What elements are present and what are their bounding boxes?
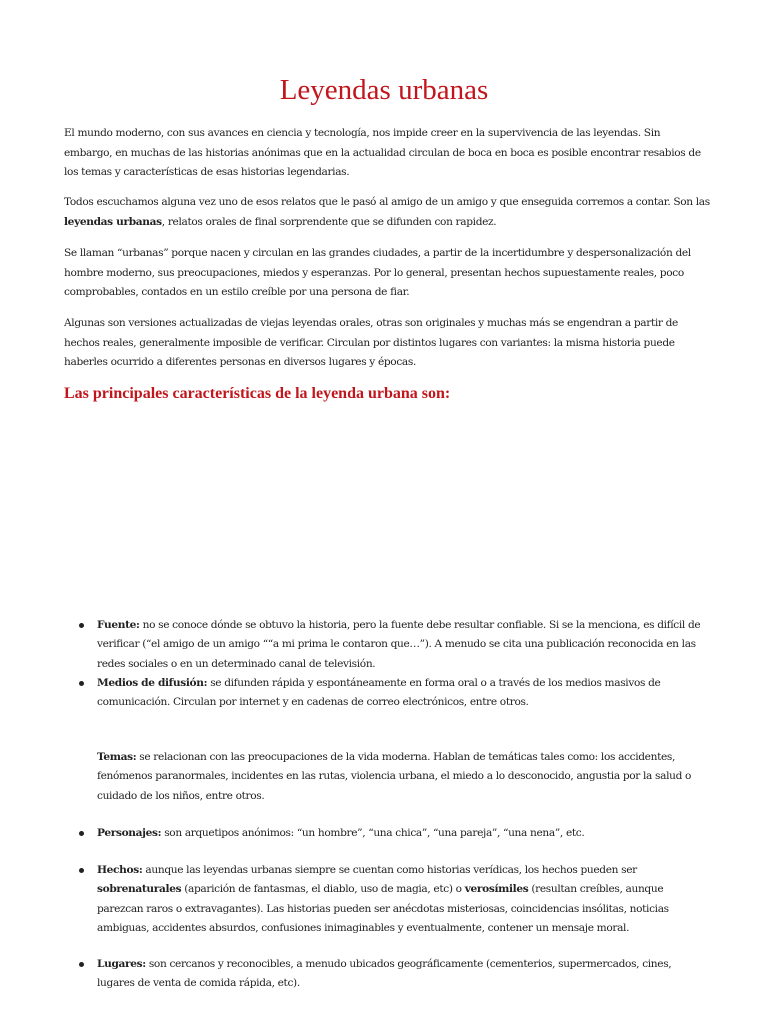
temas-label: Temas:	[97, 751, 137, 763]
list-item-hechos	[97, 861, 707, 939]
hechos-text-2: (aparición de fantasmas, el diablo, uso de magia, etc) o	[181, 883, 465, 896]
hechos-bold-sobrenaturales: sobrenaturales	[97, 883, 182, 896]
bullet-dot-icon	[79, 868, 84, 873]
page-title: Leyendas urbanas	[279, 74, 489, 106]
hechos-text-3: (resultan creíbles, aunque parezcan raros o extravagantes). Las historias pueden ser anécdotas misteriosas, coincidencias insólitas, noticias ambiguas, accidentes absurdos, confusiones inimaginables y eventualmente, contener un mensaje moral.	[97, 883, 669, 935]
list-item-temas	[97, 748, 707, 806]
hechos-bold-verosimiles: verosímiles	[464, 883, 529, 896]
bullet-dot-icon	[79, 831, 84, 836]
blank-image-area	[64, 418, 704, 603]
temas-text: se relacionan con las preocupaciones de la vida moderna. Hablan de temáticas tales como: los accidentes, fenómenos paranormales, incidentes en las rutas, violencia urbana, el miedo a lo desconocido, angustia por la salud o cuidado de los niños, entre otros.	[97, 751, 692, 802]
list-item-medios	[97, 674, 707, 713]
origin-paragraph: Se llaman “urbanas” porque nacen y circulan en las grandes ciudades, a partir de la incertidumbre y despersonalización del hombre moderno, sus preocupaciones, miedos y esperanzas. Por lo general, presentan hechos supuestamente reales, poco comprobables, contados en un estilo creíble por una persona de fiar.	[64, 247, 691, 299]
section-subtitle: Las principales características de la leyenda urbana son:	[64, 385, 451, 402]
definition-text-end: , relatos orales de final sorprendente que se difunden con rapidez.	[161, 215, 497, 228]
definition-bold-term: leyendas urbanas	[64, 215, 162, 228]
bullet-dot-icon	[79, 962, 84, 967]
list-item-lugares	[97, 955, 707, 994]
bullet-dot-icon	[79, 681, 84, 686]
definition-paragraph	[64, 193, 710, 232]
intro-paragraph: El mundo moderno, con sus avances en ciencia y tecnología, nos impide creer en la supervivencia de las leyendas. Sin embargo, en muchas de las historias anónimas que en la actualidad circulan de boca en boca es posible encontrar resabios de los temas y características de esas historias legendarias.	[64, 127, 701, 179]
hechos-text-1: aunque las leyendas urbanas siempre se cuentan como historias verídicas, los hechos pueden ser	[142, 864, 637, 876]
bullet-dot-icon	[79, 623, 84, 628]
hechos-label: Hechos:	[97, 864, 143, 876]
lugares-text: son cercanos y reconocibles, a menudo ubicados geográficamente (cementerios, supermercados, cines, lugares de venta de comida rápida, etc).	[97, 958, 672, 990]
list-item-fuente	[97, 616, 707, 674]
personajes-text: son arquetipos anónimos: “un hombre”, “una chica”, “una pareja”, “una nena”, etc.	[161, 827, 585, 839]
personajes-label: Personajes:	[97, 827, 162, 839]
fuente-text: no se conoce dónde se obtuvo la historia, pero la fuente debe resultar confiable. Si se la menciona, es difícil de verificar (“el amigo de un amigo ““a mi prima le contaron que…”). A menudo se cita una publicación reconocida en las redes sociales o en un determinado canal de televisión.	[97, 619, 701, 670]
list-item-personajes	[97, 824, 707, 843]
medios-text: se difunden rápida y espontáneamente en forma oral o a través de los medios masivos de comunicación. Circulan por internet y en cadenas de correo electrónicos, entre otros.	[97, 677, 661, 709]
definition-text-start: Todos escuchamos alguna vez uno de esos relatos que le pasó al amigo de un amigo y que enseguida corremos a contar. Son las	[64, 196, 710, 208]
fuente-label: Fuente:	[97, 619, 140, 631]
versions-paragraph: Algunas son versiones actualizadas de viejas leyendas orales, otras son originales y muchas más se engendran a partir de hechos reales, generalmente imposible de verificar. Circulan por distintos lugares con variantes: la misma historia puede haberles ocurrido a diferentes personas en diversos lugares y épocas.	[64, 317, 678, 369]
medios-label: Medios de difusión:	[97, 677, 208, 689]
lugares-label: Lugares:	[97, 958, 146, 970]
